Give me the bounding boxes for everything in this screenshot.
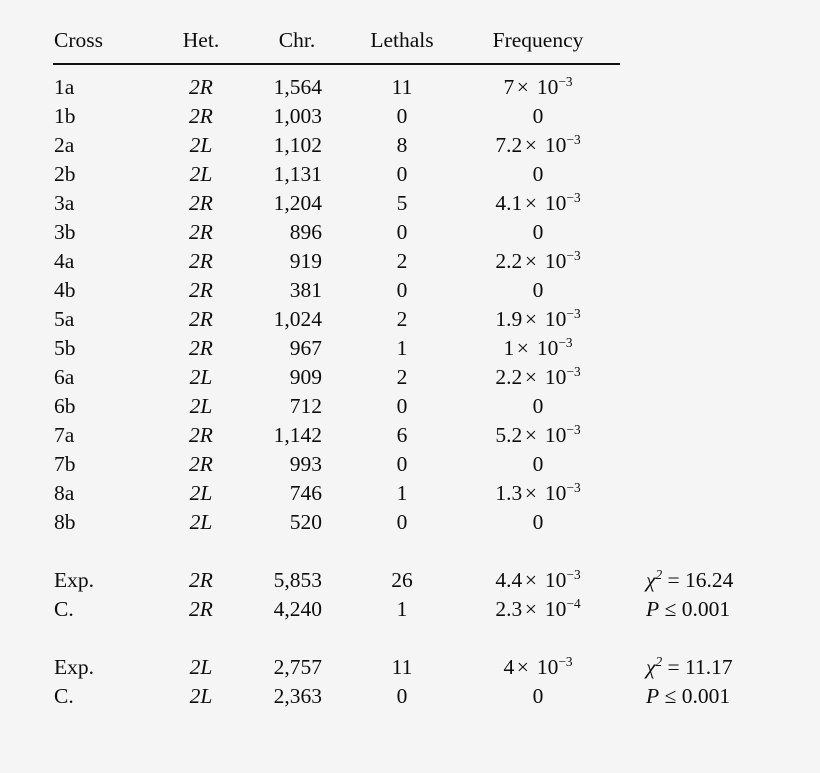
table-row [53, 509, 772, 538]
cell-lethals: 1 [396, 336, 408, 361]
cell-cross: 3b [54, 220, 76, 245]
cell-frequency: 0 [532, 278, 544, 303]
cell-chr: 896 [289, 220, 322, 245]
cell-chr: 520 [289, 510, 322, 535]
table-row [53, 683, 772, 712]
table-row [53, 567, 772, 596]
cell-chr: 909 [289, 365, 322, 390]
statistic-symbol: $\chi^2$ [646, 654, 663, 680]
cell-frequency: $4.1 \times 10^{-3}$ [495, 190, 581, 216]
multiplication-sign: × [524, 249, 537, 274]
frequency-exponent: −3 [558, 74, 573, 90]
frequency-exponent: −3 [566, 480, 581, 496]
cell-het: 2L [189, 481, 213, 506]
table-body [53, 64, 772, 712]
frequency-exponent: −4 [566, 596, 581, 612]
cell-chr: 919 [289, 249, 322, 274]
frequency-exponent: −3 [566, 306, 581, 322]
cell-chr: 1,131 [273, 162, 322, 187]
cell-het: 2L [189, 684, 213, 709]
table-row [53, 248, 772, 277]
frequency-exponent: −3 [566, 567, 581, 583]
cell-cross: 4b [54, 278, 76, 303]
cell-het: 2L [189, 365, 213, 390]
cell-het: 2R [189, 568, 213, 593]
table-row [53, 277, 772, 306]
cell-het: 2R [189, 104, 213, 129]
multiplication-sign: × [524, 481, 537, 506]
cell-chr: 993 [289, 452, 322, 477]
table-row [53, 306, 772, 335]
frequency-exponent: −3 [566, 364, 581, 380]
multiplication-sign: × [524, 133, 537, 158]
cell-het: 2R [189, 220, 213, 245]
cell-frequency: $1.3 \times 10^{-3}$ [495, 480, 581, 506]
cell-stat [620, 161, 772, 190]
cell-stat: $\chi^2 = 11.17$ [646, 654, 733, 680]
cell-lethals: 0 [396, 452, 408, 477]
cell-chr: 746 [289, 481, 322, 506]
table-row [53, 596, 772, 625]
cell-frequency: $2.2 \times 10^{-3}$ [495, 248, 581, 274]
cell-lethals: 26 [391, 568, 413, 593]
table-row [53, 480, 772, 509]
cell-chr: 1,142 [273, 423, 322, 448]
cell-stat [620, 422, 772, 451]
cell-chr: 5,853 [273, 568, 322, 593]
cell-chr: 712 [289, 394, 322, 419]
cell-stat [620, 64, 772, 103]
cell-lethals: 11 [391, 75, 413, 100]
cell-frequency: 0 [532, 162, 544, 187]
cell-stat: P ≤ 0.001 [646, 684, 731, 709]
cell-cross: Exp. [54, 568, 95, 593]
cell-frequency: 0 [532, 394, 544, 419]
cell-lethals: 6 [396, 423, 408, 448]
cell-stat [620, 277, 772, 306]
cell-cross: 7b [54, 452, 76, 477]
cell-lethals: 0 [396, 684, 408, 709]
column-header-lethals: Lethals [348, 30, 456, 64]
table-row [53, 103, 772, 132]
multiplication-sign: × [524, 307, 537, 332]
cell-het: 2L [189, 162, 213, 187]
cell-stat [620, 306, 772, 335]
frequency-exponent: −3 [558, 335, 573, 351]
cell-lethals: 0 [396, 220, 408, 245]
cell-chr: 4,240 [273, 597, 322, 622]
spacer-cell [53, 625, 772, 654]
column-header-cross: Cross [53, 30, 156, 64]
cell-stat [620, 451, 772, 480]
cell-chr: 1,102 [273, 133, 322, 158]
spacer-cell [53, 538, 772, 567]
cell-lethals: 2 [396, 249, 408, 274]
cell-het: 2R [189, 336, 213, 361]
cell-frequency: 0 [532, 684, 544, 709]
cell-het: 2L [189, 133, 213, 158]
frequency-exponent: −3 [566, 422, 581, 438]
table-row [53, 451, 772, 480]
table-header [53, 30, 772, 64]
cell-stat [620, 103, 772, 132]
cell-lethals: 0 [396, 104, 408, 129]
frequency-exponent: −3 [558, 654, 573, 670]
cell-frequency: 0 [532, 452, 544, 477]
cell-het: 2L [189, 394, 213, 419]
cell-chr: 2,757 [273, 655, 322, 680]
cell-cross: 5b [54, 336, 76, 361]
cell-het: 2L [189, 510, 213, 535]
cell-frequency: $5.2 \times 10^{-3}$ [495, 422, 581, 448]
cell-cross: Exp. [54, 655, 95, 680]
cell-het: 2R [189, 75, 213, 100]
cell-frequency: 0 [532, 220, 544, 245]
cell-cross: 8a [54, 481, 75, 506]
column-header-frequency: Frequency [456, 30, 620, 64]
cell-het: 2L [189, 655, 213, 680]
cell-cross: 2a [54, 133, 75, 158]
cell-het: 2R [189, 452, 213, 477]
cell-frequency: $1.9 \times 10^{-3}$ [495, 306, 581, 332]
cell-het: 2R [189, 278, 213, 303]
cell-chr: 381 [289, 278, 322, 303]
cell-lethals: 11 [391, 655, 413, 680]
table-row [53, 364, 772, 393]
cell-chr: 967 [289, 336, 322, 361]
multiplication-sign: × [516, 655, 529, 680]
table-row [53, 335, 772, 364]
multiplication-sign: × [524, 597, 537, 622]
lethal-frequency-table [53, 30, 772, 712]
multiplication-sign: × [524, 568, 537, 593]
cell-cross: 6a [54, 365, 75, 390]
table-row [53, 422, 772, 451]
cell-chr: 1,204 [273, 191, 322, 216]
statistic-symbol: P [646, 597, 660, 622]
column-header-het: Het. [156, 30, 246, 64]
statistic-symbol: P [646, 684, 660, 709]
cell-lethals: 0 [396, 510, 408, 535]
cell-chr: 1,564 [273, 75, 322, 100]
cell-het: 2R [189, 249, 213, 274]
cell-frequency: $2.2 \times 10^{-3}$ [495, 364, 581, 390]
cell-lethals: 5 [396, 191, 408, 216]
cell-frequency: $7 \times 10^{-3}$ [503, 74, 573, 100]
cell-stat [620, 219, 772, 248]
table-row [53, 190, 772, 219]
cell-cross: 3a [54, 191, 75, 216]
cell-frequency: 0 [532, 510, 544, 535]
cell-cross: 5a [54, 307, 75, 332]
cell-stat [620, 248, 772, 277]
cell-lethals: 8 [396, 133, 408, 158]
cell-het: 2R [189, 191, 213, 216]
table-row [53, 654, 772, 683]
cell-cross: 2b [54, 162, 76, 187]
cell-lethals: 1 [396, 597, 408, 622]
cell-stat [620, 132, 772, 161]
cell-frequency: $2.3 \times 10^{-4}$ [495, 596, 581, 622]
table-row [53, 64, 772, 103]
cell-chr: 2,363 [273, 684, 322, 709]
multiplication-sign: × [516, 75, 529, 100]
cell-het: 2R [189, 597, 213, 622]
multiplication-sign: × [524, 365, 537, 390]
cell-stat [620, 480, 772, 509]
column-header-chr: Chr. [246, 30, 348, 64]
table-spacer-row [53, 538, 772, 567]
cell-stat: P ≤ 0.001 [646, 597, 731, 622]
cell-frequency: 0 [532, 104, 544, 129]
table-spacer-row [53, 625, 772, 654]
cell-lethals: 2 [396, 365, 408, 390]
cell-cross: 7a [54, 423, 75, 448]
cell-frequency: $1 \times 10^{-3}$ [503, 335, 573, 361]
statistic-symbol-exponent: 2 [655, 567, 663, 583]
cell-stat: $\chi^2 = 16.24$ [646, 567, 734, 593]
cell-lethals: 0 [396, 394, 408, 419]
frequency-exponent: −3 [566, 190, 581, 206]
multiplication-sign: × [516, 336, 529, 361]
column-header-stat [620, 30, 772, 64]
cell-stat [620, 393, 772, 422]
cell-lethals: 0 [396, 162, 408, 187]
cell-frequency: $4 \times 10^{-3}$ [503, 654, 573, 680]
cell-cross: 4a [54, 249, 75, 274]
cell-chr: 1,024 [273, 307, 322, 332]
multiplication-sign: × [524, 423, 537, 448]
frequency-exponent: −3 [566, 248, 581, 264]
cell-cross: 6b [54, 394, 76, 419]
cell-lethals: 2 [396, 307, 408, 332]
cell-lethals: 1 [396, 481, 408, 506]
frequency-exponent: −3 [566, 132, 581, 148]
cell-het: 2R [189, 423, 213, 448]
cell-stat [620, 190, 772, 219]
multiplication-sign: × [524, 191, 537, 216]
cell-frequency: $7.2 \times 10^{-3}$ [495, 132, 581, 158]
statistic-symbol: $\chi^2$ [646, 567, 663, 593]
table-row [53, 161, 772, 190]
cell-chr: 1,003 [273, 104, 322, 129]
cell-cross: C. [54, 597, 74, 622]
cell-het: 2R [189, 307, 213, 332]
table-row [53, 393, 772, 422]
cell-stat [620, 335, 772, 364]
cell-cross: 8b [54, 510, 76, 535]
statistic-symbol-exponent: 2 [655, 654, 663, 670]
cell-stat [620, 509, 772, 538]
cell-cross: 1b [54, 104, 76, 129]
table-row [53, 219, 772, 248]
cell-frequency: $4.4 \times 10^{-3}$ [495, 567, 581, 593]
table-row [53, 132, 772, 161]
cell-cross: 1a [54, 75, 75, 100]
cell-lethals: 0 [396, 278, 408, 303]
cell-cross: C. [54, 684, 74, 709]
table-header-row [53, 30, 772, 64]
cell-stat [620, 364, 772, 393]
